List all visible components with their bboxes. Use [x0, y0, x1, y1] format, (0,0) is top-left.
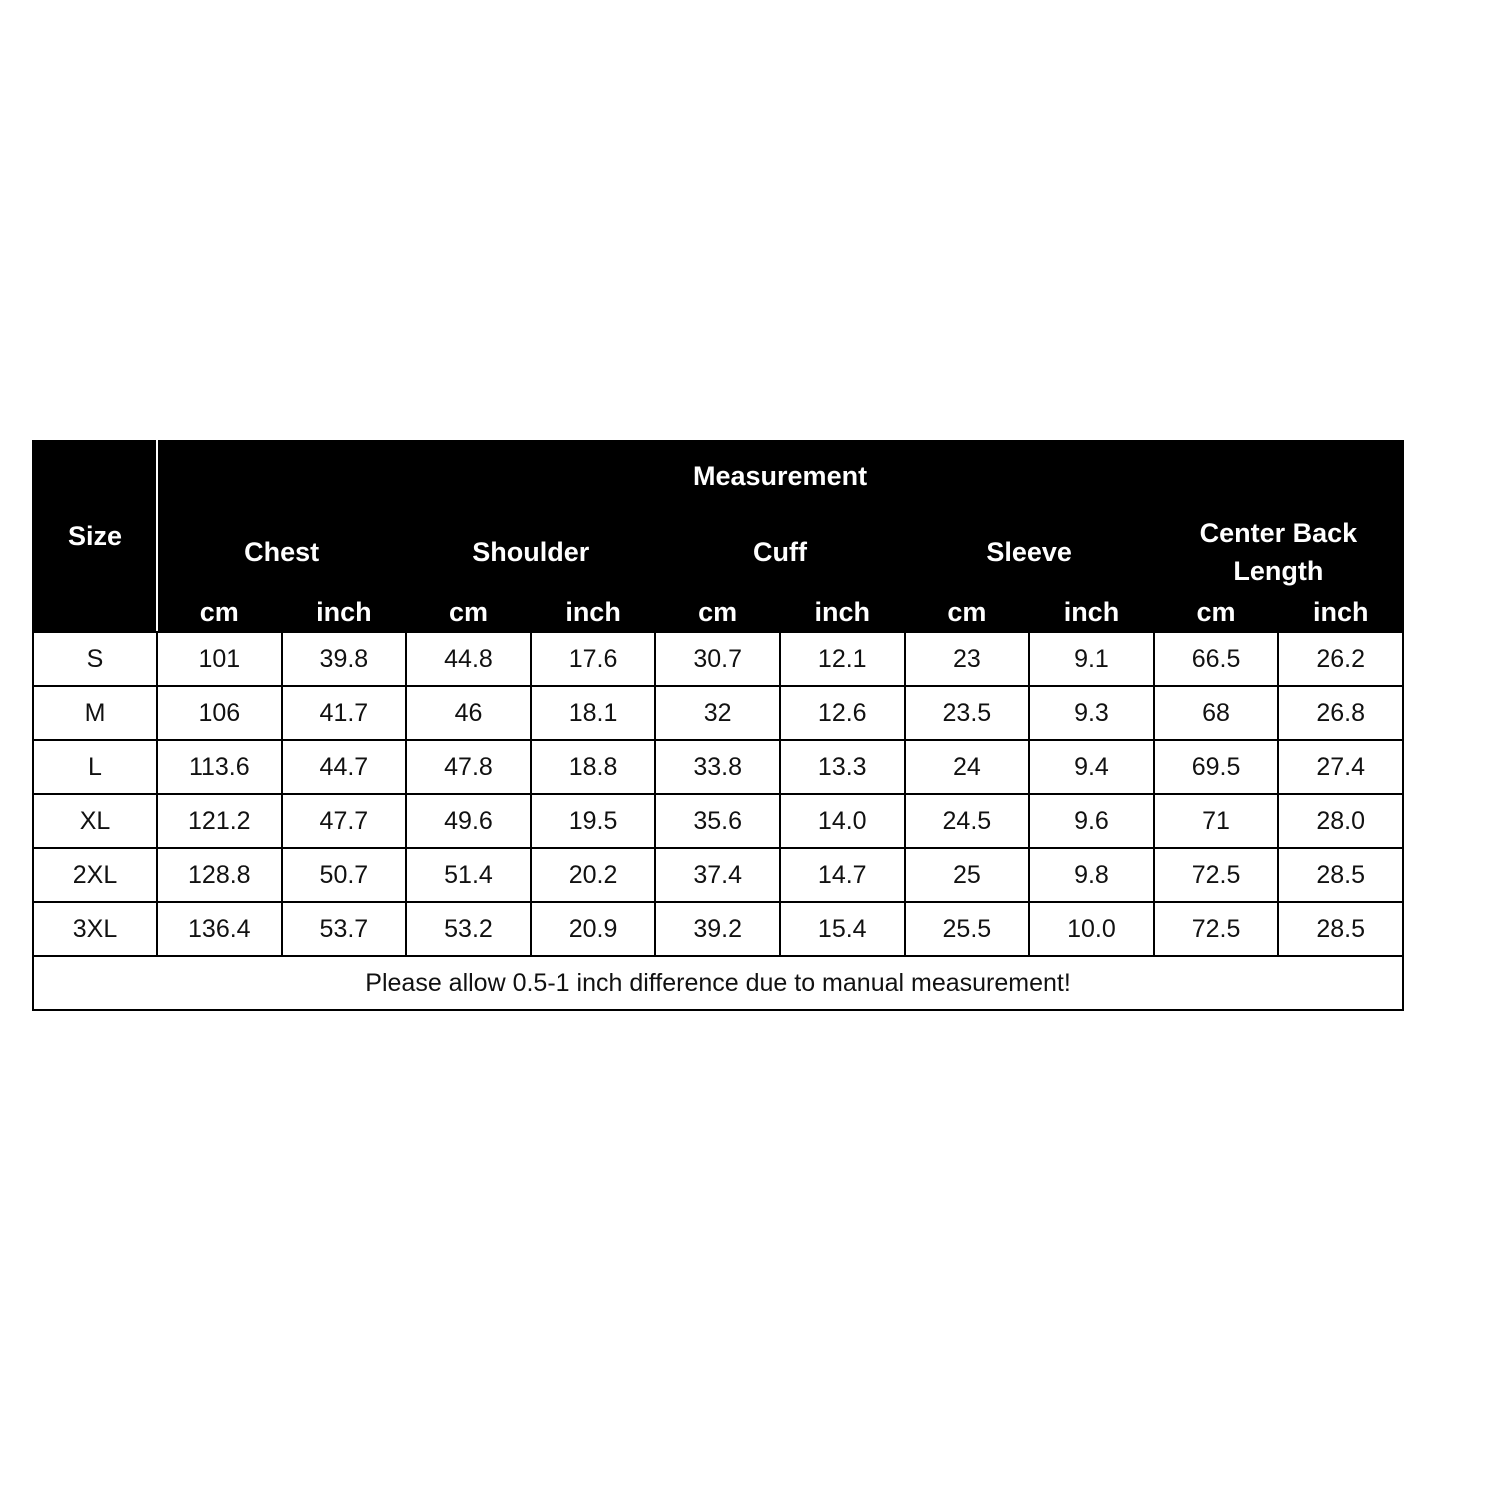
value-cell: 72.5: [1154, 902, 1279, 956]
value-cell: 66.5: [1154, 632, 1279, 686]
value-cell: 51.4: [406, 848, 531, 902]
value-cell: 10.0: [1029, 902, 1154, 956]
value-cell: 24.5: [905, 794, 1030, 848]
table-footer: [33, 956, 1403, 1010]
value-cell: 72.5: [1154, 848, 1279, 902]
table-row: [33, 848, 1403, 902]
value-cell: 23.5: [905, 686, 1030, 740]
unit-header: inch: [1029, 592, 1154, 632]
group-header-center-back-length: Center Back Length: [1154, 512, 1403, 592]
group-header-shoulder: Shoulder: [406, 512, 655, 592]
unit-header: inch: [282, 592, 407, 632]
value-cell: 47.8: [406, 740, 531, 794]
value-cell: 23: [905, 632, 1030, 686]
header-row-units: [33, 592, 1403, 632]
value-cell: 9.8: [1029, 848, 1154, 902]
value-cell: 32: [655, 686, 780, 740]
value-cell: 33.8: [655, 740, 780, 794]
value-cell: 26.8: [1278, 686, 1403, 740]
value-cell: 49.6: [406, 794, 531, 848]
value-cell: 44.8: [406, 632, 531, 686]
size-header: Size: [33, 441, 157, 632]
table-row: [33, 740, 1403, 794]
value-cell: 30.7: [655, 632, 780, 686]
unit-header: inch: [531, 592, 656, 632]
value-cell: 18.8: [531, 740, 656, 794]
value-cell: 39.2: [655, 902, 780, 956]
table-row: [33, 632, 1403, 686]
footnote-row: [33, 956, 1403, 1010]
group-header-chest: Chest: [157, 512, 406, 592]
size-cell: S: [33, 632, 157, 686]
value-cell: 39.8: [282, 632, 407, 686]
measurement-header: Measurement: [157, 441, 1403, 512]
value-cell: 15.4: [780, 902, 905, 956]
size-cell: XL: [33, 794, 157, 848]
value-cell: 25: [905, 848, 1030, 902]
value-cell: 50.7: [282, 848, 407, 902]
unit-header: cm: [1154, 592, 1279, 632]
size-chart-table: [32, 440, 1404, 1011]
table-body: [33, 632, 1403, 956]
unit-header: cm: [655, 592, 780, 632]
value-cell: 128.8: [157, 848, 282, 902]
table-header: [33, 441, 1403, 632]
table-row: [33, 794, 1403, 848]
unit-header: cm: [157, 592, 282, 632]
unit-header: inch: [780, 592, 905, 632]
value-cell: 46: [406, 686, 531, 740]
value-cell: 9.1: [1029, 632, 1154, 686]
header-row-groups: [33, 512, 1403, 592]
value-cell: 14.7: [780, 848, 905, 902]
value-cell: 28.5: [1278, 848, 1403, 902]
unit-header: cm: [905, 592, 1030, 632]
value-cell: 37.4: [655, 848, 780, 902]
value-cell: 20.2: [531, 848, 656, 902]
value-cell: 101: [157, 632, 282, 686]
table-row: [33, 686, 1403, 740]
value-cell: 28.0: [1278, 794, 1403, 848]
value-cell: 47.7: [282, 794, 407, 848]
size-cell: L: [33, 740, 157, 794]
value-cell: 24: [905, 740, 1030, 794]
value-cell: 35.6: [655, 794, 780, 848]
value-cell: 17.6: [531, 632, 656, 686]
value-cell: 9.4: [1029, 740, 1154, 794]
value-cell: 12.1: [780, 632, 905, 686]
table-row: [33, 902, 1403, 956]
value-cell: 113.6: [157, 740, 282, 794]
value-cell: 71: [1154, 794, 1279, 848]
value-cell: 68: [1154, 686, 1279, 740]
value-cell: 53.7: [282, 902, 407, 956]
header-row-measurement: [33, 441, 1403, 512]
group-header-sleeve: Sleeve: [905, 512, 1154, 592]
value-cell: 12.6: [780, 686, 905, 740]
value-cell: 9.3: [1029, 686, 1154, 740]
value-cell: 53.2: [406, 902, 531, 956]
value-cell: 25.5: [905, 902, 1030, 956]
unit-header: inch: [1278, 592, 1403, 632]
value-cell: 136.4: [157, 902, 282, 956]
value-cell: 26.2: [1278, 632, 1403, 686]
footnote: Please allow 0.5-1 inch difference due to manual measurement!: [33, 956, 1403, 1010]
value-cell: 18.1: [531, 686, 656, 740]
group-header-cuff: Cuff: [655, 512, 904, 592]
size-cell: 2XL: [33, 848, 157, 902]
value-cell: 106: [157, 686, 282, 740]
value-cell: 41.7: [282, 686, 407, 740]
unit-header: cm: [406, 592, 531, 632]
value-cell: 121.2: [157, 794, 282, 848]
size-cell: 3XL: [33, 902, 157, 956]
value-cell: 20.9: [531, 902, 656, 956]
value-cell: 44.7: [282, 740, 407, 794]
value-cell: 27.4: [1278, 740, 1403, 794]
value-cell: 14.0: [780, 794, 905, 848]
value-cell: 28.5: [1278, 902, 1403, 956]
value-cell: 19.5: [531, 794, 656, 848]
value-cell: 69.5: [1154, 740, 1279, 794]
value-cell: 13.3: [780, 740, 905, 794]
value-cell: 9.6: [1029, 794, 1154, 848]
size-cell: M: [33, 686, 157, 740]
